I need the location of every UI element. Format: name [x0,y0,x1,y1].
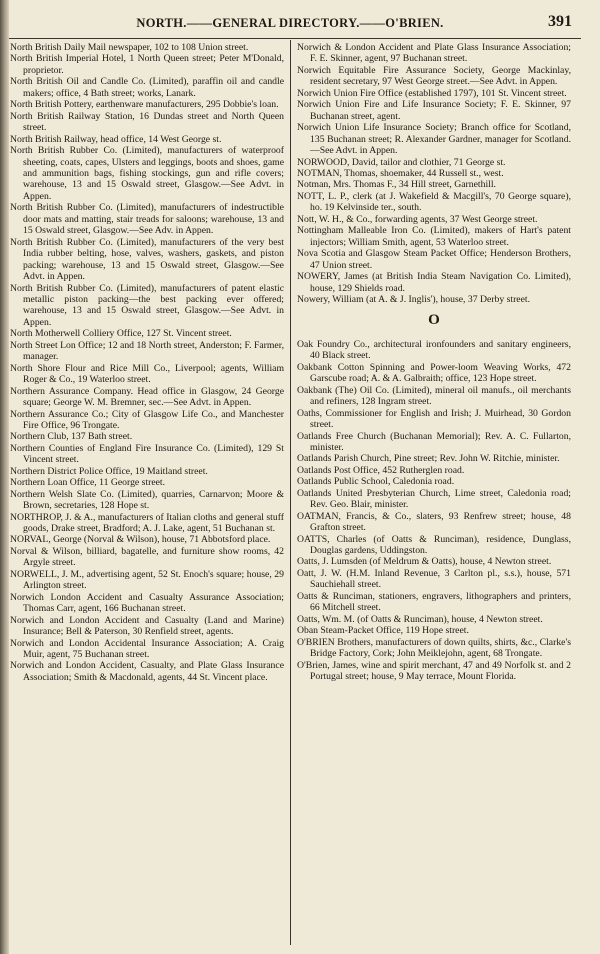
directory-entry: Norwich London Accident and Casualty Assurance Association; Thomas Carr, agent, 166 Buchanan street. [10,591,284,615]
directory-entry: Oatts, J. Lumsden (of Meldrum & Oatts), house, 4 Newton street. [297,556,552,568]
directory-entry: North British Rubber Co. (Limited), manufacturers of the very best India rubber belting, hose, valves, washers, gaskets, and piston packing; warehouse, 13 and 15 Oswald street, Glasgow.—See Advt. in Appen. [10,236,284,283]
directory-entry: North British Oil and Candle Co. (Limited), paraffin oil and candle makers; office, 4 Bath street; works, Lanark. [10,76,284,99]
directory-entry: Norval & Wilson, billiard, bagatelle, and furniture show rooms, 42 Argyle street. [10,545,284,569]
directory-entry: NORWOOD, David, tailor and clothier, 71 George st. [297,156,506,168]
left-column [10,42,284,683]
directory-entry: Norwich and London Accidental Insurance Association; A. Craig Muir, agent, 75 Buchanan street. [10,637,284,661]
right-column [297,42,571,682]
directory-entry: NORVAL, George (Norval & Wilson), house, 71 Abbotsford place. [10,534,271,546]
directory-entry: Nott, W. H., & Co., forwarding agents, 37 West George street. [297,213,538,225]
directory-entry: Northern Loan Office, 11 George street. [10,477,166,489]
directory-entry: North British Pottery, earthenware manufacturers, 295 Dobbie's loan. [10,99,279,111]
directory-entry: OATTS, Charles (of Oatts & Runciman), residence, Dunglass, Douglas gardens, Uddingston. [297,533,571,557]
directory-entry: Oakbank (The) Oil Co. (Limited), mineral oil manufs., oil merchants and refiners, 128 Ingram street. [297,384,571,408]
directory-entry: Oatlands Public School, Caledonia road. [297,476,455,488]
section-letter-heading: O [428,312,440,329]
directory-entry: Oatlands United Presbyterian Church, Lime street, Caledonia road; Rev. Geo. Blair, minister. [297,487,571,511]
directory-entry: Norwich Union Fire and Life Insurance Society; F. E. Skinner, 97 Buchanan street, agent. [297,99,571,122]
directory-entry: Oakbank Cotton Spinning and Power-loom Weaving Works, 472 Garscube road; A. & A. Galbraith; office, 123 Hope street. [297,361,571,385]
directory-entry: Northern Welsh Slate Co. (Limited), quarries, Carnarvon; Moore & Brown, secretaries, 128 Hope st. [10,488,284,512]
header-rule [9,38,581,39]
directory-entry: Oatlands Free Church (Buchanan Memorial); Rev. A. C. Fullarton, minister. [297,430,571,453]
directory-entry: Oban Steam-Packet Office, 119 Hope street. [297,625,469,637]
directory-entry: NOTT, L. P., clerk (at J. Wakefield & Macgill's, 70 George square), ho. 19 Kelvinside ter., south. [297,190,571,214]
directory-entry: NORTHROP, J. & A., manufacturers of Italian cloths and general stuff goods, Drake street, Bradford; A. J. Lake, agent, 51 Buchanan st. [10,511,284,535]
running-header: NORTH.——GENERAL DIRECTORY.——O'BRIEN. [136,16,444,30]
directory-entry: North British Rubber Co. (Limited), manufacturers of indestructible door mats and matting, stair treads for saloons; warehouse, 13 and 15 Oswald street, Glasgow.—See Adv. in Appen. [10,202,284,237]
directory-entry: Norwich Equitable Fire Assurance Society, George Mackinlay, resident secretary, 97 West George street.—See Advt. in Appen. [297,64,571,88]
directory-entry: Northern Assurance Co.; City of Glasgow Life Co., and Manchester Fire Office, 96 Trongate. [10,408,284,431]
directory-entry: NOWERY, James (at British India Steam Navigation Co. Limited), house, 129 Shields road. [297,271,571,294]
column-divider [290,40,291,945]
directory-entry: Oak Foundry Co., architectural ironfounders and sanitary engineers, 40 Black street. [297,338,571,362]
directory-entry: Norwich & London Accident and Plate Glass Insurance Association; F. E. Skinner, agent, 97 Buchanan street. [297,42,571,65]
directory-entry: Norwich and London Accident and Casualty (Land and Marine) Insurance; Bell & Paterson, 30 Renfield street, agents. [10,614,284,638]
directory-entry: OATMAN, Francis, & Co., slaters, 93 Renfrew street; house, 48 Grafton street. [297,510,571,534]
directory-entry: North Street Lon Office; 12 and 18 North street, Anderston; F. Farmer, manager. [10,339,284,363]
directory-entry: North British Daily Mail newspaper, 102 to 108 Union street. [10,42,249,53]
directory-entry: O'BRIEN Brothers, manufacturers of down quilts, shirts, &c., Clarke's Bridge Factory, Cork; John Meiklejohn, agent, 68 Trongate. [297,636,571,660]
directory-entry: Oaths, Commissioner for English and Irish; J. Muirhead, 30 Gordon street. [297,407,571,431]
directory-entry: Notman, Mrs. Thomas F., 34 Hill street, Garnethill. [297,179,496,191]
directory-entry: Oatt, J. W. (H.M. Inland Revenue, 3 Carlton pl., s.s.), house, 571 Sauchiehall street. [297,567,571,591]
directory-entry: North British Imperial Hotel, 1 North Queen street; Peter M'Donald, proprietor. [10,53,284,76]
page-number: 391 [548,13,572,30]
directory-entry: NORWELL, J. M., advertising agent, 52 St. Enoch's square; house, 29 Arlington street. [10,568,284,592]
directory-entry: North British Rubber Co. (Limited), manufacturers of waterproof sheeting, coats, capes, Ulsters and leggings, boots and shoes, game and ammunition bags, fishing stockings, gun and rifle covers; warehouse, 13 and 15 Oswald street, Glasgow.—See Advt. in Appen. [10,145,284,202]
directory-entry: Oatts, Wm. M. (of Oatts & Runciman), house, 4 Newton street. [297,613,543,625]
directory-entry: Northern District Police Office, 19 Maitland street. [10,465,208,477]
directory-entry: Norwich and London Accident, Casualty, and Plate Glass Insurance Association; Smith & Macdonald, agents, 44 St. Vincent place. [10,660,284,683]
directory-entry: Oatlands Parish Church, Pine street; Rev. John W. Ritchie, minister. [297,453,560,465]
directory-entry: North Shore Flour and Rice Mill Co., Liverpool; agents, William Roger & Co., 19 Waterloo street. [10,362,284,386]
directory-entry: Northern Club, 137 Bath street. [10,431,133,443]
directory-entry: Norwich Union Life Insurance Society; Branch office for Scotland, 135 Buchanan street; R. Alexander Gardner, manager for Scotland.—See Advt. in Appen. [297,122,571,157]
page-binding-edge [0,0,9,954]
directory-entry: North British Railway Station, 16 Dundas street and North Queen street. [10,110,284,134]
directory-entry: O'Brien, James, wine and spirit merchant, 47 and 49 Norfolk st. and 2 Portugal street; house, 9 May terrace, Mount Florida. [297,659,571,683]
directory-entry: Oatlands Post Office, 452 Rutherglen road. [297,464,465,476]
directory-entry: North British Rubber Co. (Limited), manufacturers of patent elastic metallic piston packing—the best packing ever offered; warehouse, 13 and 15 Oswald street, Glasgow.—See Advt. in Appen. [10,282,284,328]
directory-entry: Northern Assurance Company. Head office in Glasgow, 24 George square; George W. M. Bremner, sec.—See Advt. in Appen. [10,385,284,409]
directory-entry: North British Railway, head office, 14 West George st. [10,133,222,145]
directory-entry: NOTMAN, Thomas, shoemaker, 44 Russell st., west. [297,167,504,179]
directory-entry: North Motherwell Colliery Office, 127 St. Vincent street. [10,328,232,340]
directory-entry: Nova Scotia and Glasgow Steam Packet Office; Henderson Brothers, 47 Union street. [297,248,571,271]
directory-entry: Oatts & Runciman, stationers, engravers, lithographers and printers, 66 Mitchell street. [297,590,571,614]
directory-entry: Nottingham Malleable Iron Co. (Limited), makers of Hart's patent injectors; William Smith, agent, 53 Waterloo street. [297,225,571,248]
directory-entry: Northern Counties of England Fire Insurance Co. (Limited), 129 St Vincent street. [10,442,284,466]
directory-entry: Nowery, William (at A. & J. Inglis'), house, 37 Derby street. [297,293,531,305]
directory-entry: Norwich Union Fire Office (established 1797), 101 St. Vincent street. [297,87,567,99]
